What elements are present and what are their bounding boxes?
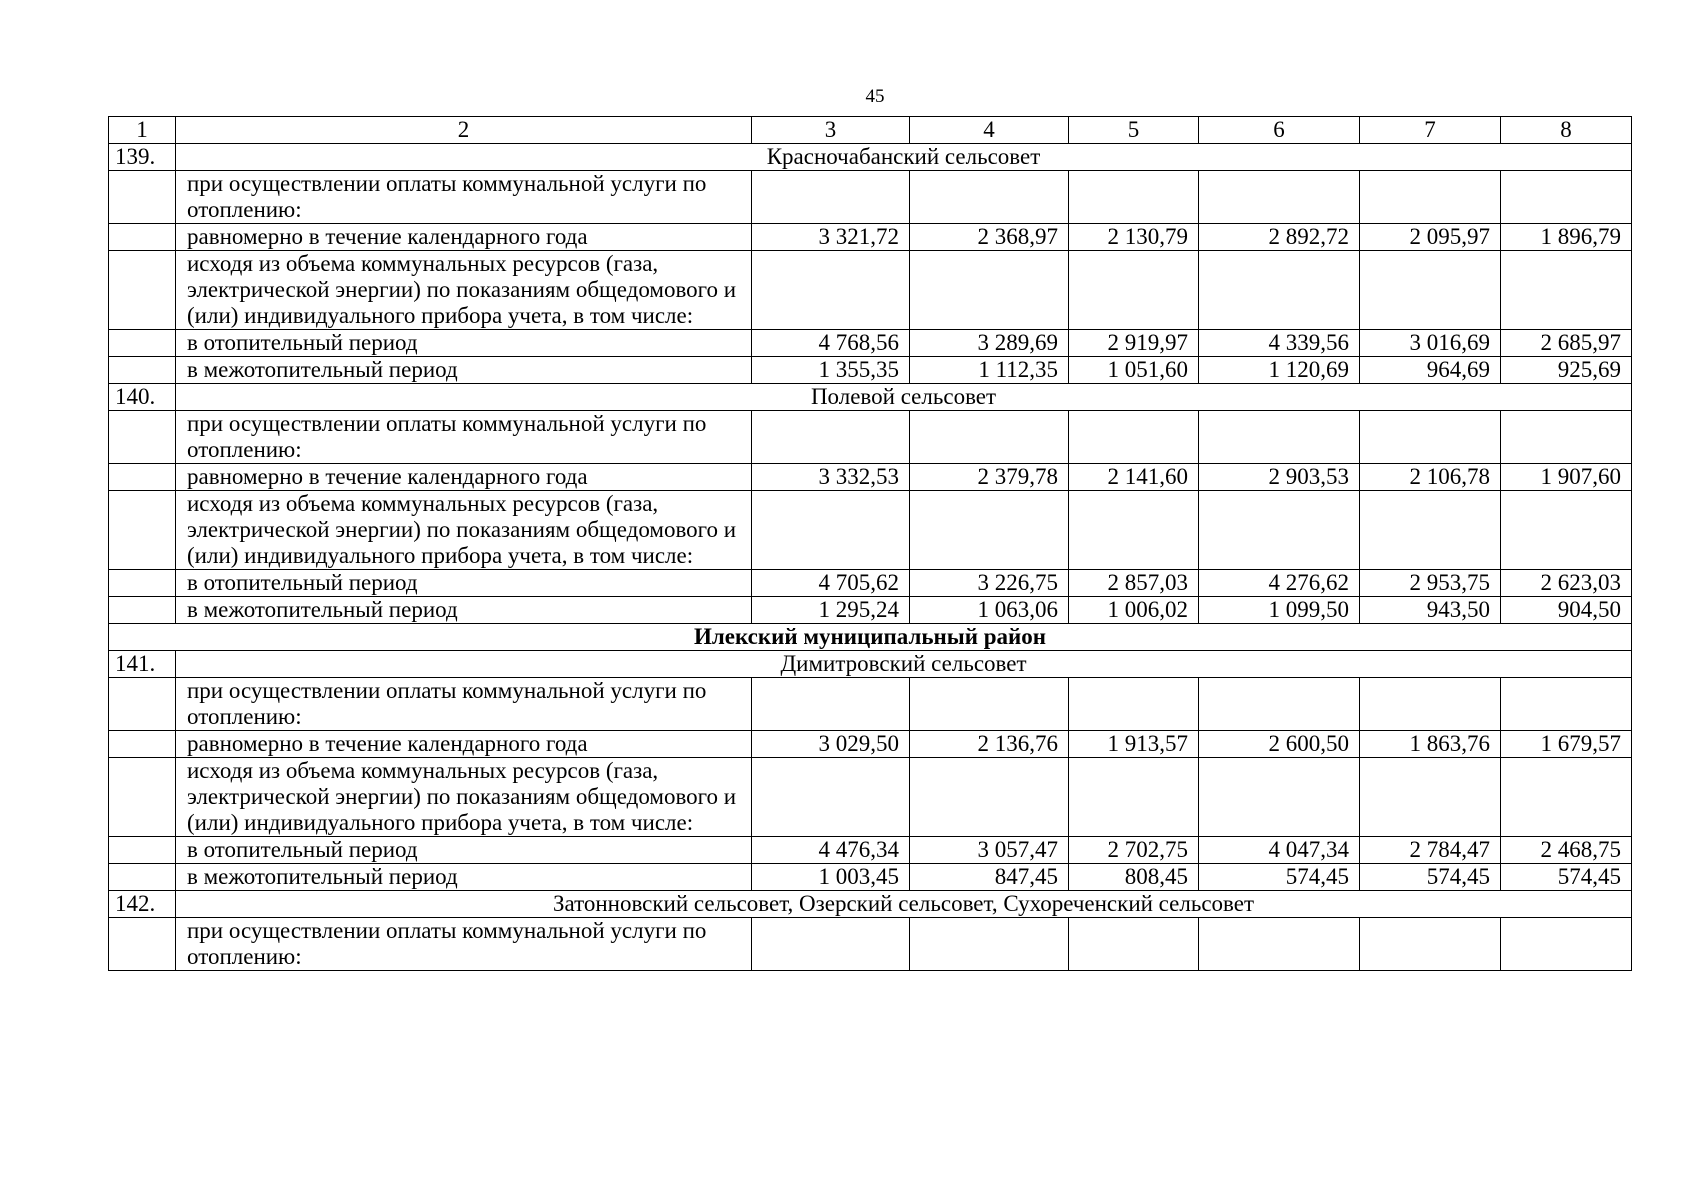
value-cell [752,758,910,837]
value-cell: 3 057,47 [910,837,1069,864]
value-cell: 4 339,56 [1199,330,1360,357]
value-cell: 1 896,79 [1501,224,1632,251]
value-cell [1360,758,1501,837]
value-cell: 1 051,60 [1069,357,1199,384]
value-cell: 925,69 [1501,357,1632,384]
row-label: исходя из объема коммунальных ресурсов (газа, электрической энергии) по показаниям общедомового и (или) индивидуального прибора учета, в том числе: [176,758,752,837]
table-row [109,411,1632,464]
value-cell [1069,678,1199,731]
section-header-row [109,651,1632,678]
value-cell: 1 006,02 [1069,597,1199,624]
value-cell: 2 141,60 [1069,464,1199,491]
row-label: исходя из объема коммунальных ресурсов (газа, электрической энергии) по показаниям общедомового и (или) индивидуального прибора учета, в том числе: [176,491,752,570]
value-cell [1199,918,1360,971]
value-cell: 2 130,79 [1069,224,1199,251]
section-header-row [109,891,1632,918]
value-cell: 2 953,75 [1360,570,1501,597]
value-cell: 1 913,57 [1069,731,1199,758]
value-cell [1069,171,1199,224]
value-cell: 4 705,62 [752,570,910,597]
column-header: 4 [910,117,1069,144]
value-cell: 2 106,78 [1360,464,1501,491]
value-cell [1199,251,1360,330]
value-cell: 574,45 [1501,864,1632,891]
value-cell: 1 863,76 [1360,731,1501,758]
value-cell: 1 063,06 [910,597,1069,624]
section-number: 142. [109,891,176,918]
table-row [109,758,1632,837]
value-cell [910,251,1069,330]
row-number-cell [109,357,176,384]
value-cell: 1 120,69 [1199,357,1360,384]
section-number: 141. [109,651,176,678]
row-label: при осуществлении оплаты коммунальной услуги по отоплению: [176,411,752,464]
value-cell [1199,758,1360,837]
table-row [109,837,1632,864]
value-cell: 2 702,75 [1069,837,1199,864]
column-header: 6 [1199,117,1360,144]
row-label: в отопительный период [176,330,752,357]
value-cell: 2 857,03 [1069,570,1199,597]
value-cell: 3 289,69 [910,330,1069,357]
value-cell [1360,171,1501,224]
section-header-row [109,144,1632,171]
table-row [109,357,1632,384]
value-cell [910,491,1069,570]
column-header: 5 [1069,117,1199,144]
value-cell [1360,491,1501,570]
value-cell [752,171,910,224]
value-cell [1501,918,1632,971]
row-number-cell [109,251,176,330]
value-cell [910,918,1069,971]
value-cell: 3 029,50 [752,731,910,758]
value-cell [1069,918,1199,971]
row-number-cell [109,491,176,570]
value-cell [1360,251,1501,330]
value-cell: 1 099,50 [1199,597,1360,624]
row-label: в отопительный период [176,570,752,597]
value-cell [1199,678,1360,731]
row-number-cell [109,597,176,624]
row-label: при осуществлении оплаты коммунальной услуги по отоплению: [176,678,752,731]
district-row [109,624,1632,651]
table-body [109,117,1632,971]
row-label: равномерно в течение календарного года [176,731,752,758]
value-cell [752,491,910,570]
row-label: в отопительный период [176,837,752,864]
value-cell [1360,918,1501,971]
value-cell: 1 112,35 [910,357,1069,384]
row-number-cell [109,837,176,864]
section-title: Красночабанский сельсовет [176,144,1632,171]
table-row [109,464,1632,491]
table-row [109,918,1632,971]
value-cell: 574,45 [1199,864,1360,891]
value-cell: 2 468,75 [1501,837,1632,864]
column-header: 3 [752,117,910,144]
value-cell: 1 003,45 [752,864,910,891]
value-cell [752,411,910,464]
value-cell [1501,491,1632,570]
value-cell [1199,171,1360,224]
value-cell: 2 903,53 [1199,464,1360,491]
page-number: 45 [865,86,885,107]
value-cell: 847,45 [910,864,1069,891]
table-row [109,678,1632,731]
table-row [109,330,1632,357]
table-row [109,864,1632,891]
row-label: в межотопительный период [176,597,752,624]
value-cell [1069,411,1199,464]
column-header: 2 [176,117,752,144]
row-number-cell [109,864,176,891]
row-label: равномерно в течение календарного года [176,464,752,491]
row-number-cell [109,224,176,251]
value-cell [1069,758,1199,837]
value-cell [1069,491,1199,570]
value-cell: 2 095,97 [1360,224,1501,251]
value-cell: 2 685,97 [1501,330,1632,357]
value-cell: 2 600,50 [1199,731,1360,758]
value-cell [752,678,910,731]
value-cell: 2 623,03 [1501,570,1632,597]
row-label: в межотопительный период [176,864,752,891]
row-label: при осуществлении оплаты коммунальной услуги по отоплению: [176,918,752,971]
value-cell [752,251,910,330]
column-header: 1 [109,117,176,144]
value-cell: 2 892,72 [1199,224,1360,251]
value-cell: 904,50 [1501,597,1632,624]
table-row [109,731,1632,758]
value-cell: 2 136,76 [910,731,1069,758]
value-cell: 3 321,72 [752,224,910,251]
value-cell: 4 276,62 [1199,570,1360,597]
row-number-cell [109,464,176,491]
value-cell: 2 368,97 [910,224,1069,251]
value-cell: 4 768,56 [752,330,910,357]
value-cell: 3 226,75 [910,570,1069,597]
value-cell [1501,758,1632,837]
column-header: 8 [1501,117,1632,144]
value-cell: 1 679,57 [1501,731,1632,758]
value-cell: 1 355,35 [752,357,910,384]
row-label: при осуществлении оплаты коммунальной услуги по отоплению: [176,171,752,224]
row-number-cell [109,678,176,731]
row-number-cell [109,758,176,837]
value-cell [910,758,1069,837]
row-label: в межотопительный период [176,357,752,384]
value-cell [752,918,910,971]
section-number: 139. [109,144,176,171]
row-number-cell [109,731,176,758]
value-cell: 1 295,24 [752,597,910,624]
value-cell [1501,678,1632,731]
value-cell: 3 016,69 [1360,330,1501,357]
table-row [109,224,1632,251]
value-cell [1360,678,1501,731]
column-header-row [109,117,1632,144]
row-number-cell [109,171,176,224]
row-number-cell [109,411,176,464]
value-cell: 3 332,53 [752,464,910,491]
table-row [109,251,1632,330]
value-cell [1069,251,1199,330]
section-title: Полевой сельсовет [176,384,1632,411]
value-cell [1199,491,1360,570]
value-cell [910,678,1069,731]
column-header: 7 [1360,117,1501,144]
section-number: 140. [109,384,176,411]
value-cell: 2 379,78 [910,464,1069,491]
table-row [109,171,1632,224]
value-cell: 964,69 [1360,357,1501,384]
value-cell: 574,45 [1360,864,1501,891]
section-title: Затонновский сельсовет, Озерский сельсовет, Сухореченский сельсовет [176,891,1632,918]
value-cell [1199,411,1360,464]
table-row [109,597,1632,624]
table-row [109,570,1632,597]
district-title: Илекский муниципальный район [109,624,1632,651]
section-title: Димитровский сельсовет [176,651,1632,678]
value-cell: 808,45 [1069,864,1199,891]
value-cell [1501,251,1632,330]
value-cell [1360,411,1501,464]
value-cell: 2 784,47 [1360,837,1501,864]
value-cell: 4 476,34 [752,837,910,864]
value-cell [910,171,1069,224]
value-cell: 943,50 [1360,597,1501,624]
table-row [109,491,1632,570]
value-cell: 1 907,60 [1501,464,1632,491]
value-cell [1501,411,1632,464]
row-number-cell [109,918,176,971]
tariff-table [108,116,1632,971]
row-number-cell [109,330,176,357]
row-label: равномерно в течение календарного года [176,224,752,251]
row-label: исходя из объема коммунальных ресурсов (газа, электрической энергии) по показаниям общедомового и (или) индивидуального прибора учета, в том числе: [176,251,752,330]
section-header-row [109,384,1632,411]
value-cell: 2 919,97 [1069,330,1199,357]
row-number-cell [109,570,176,597]
value-cell [910,411,1069,464]
value-cell: 4 047,34 [1199,837,1360,864]
value-cell [1501,171,1632,224]
